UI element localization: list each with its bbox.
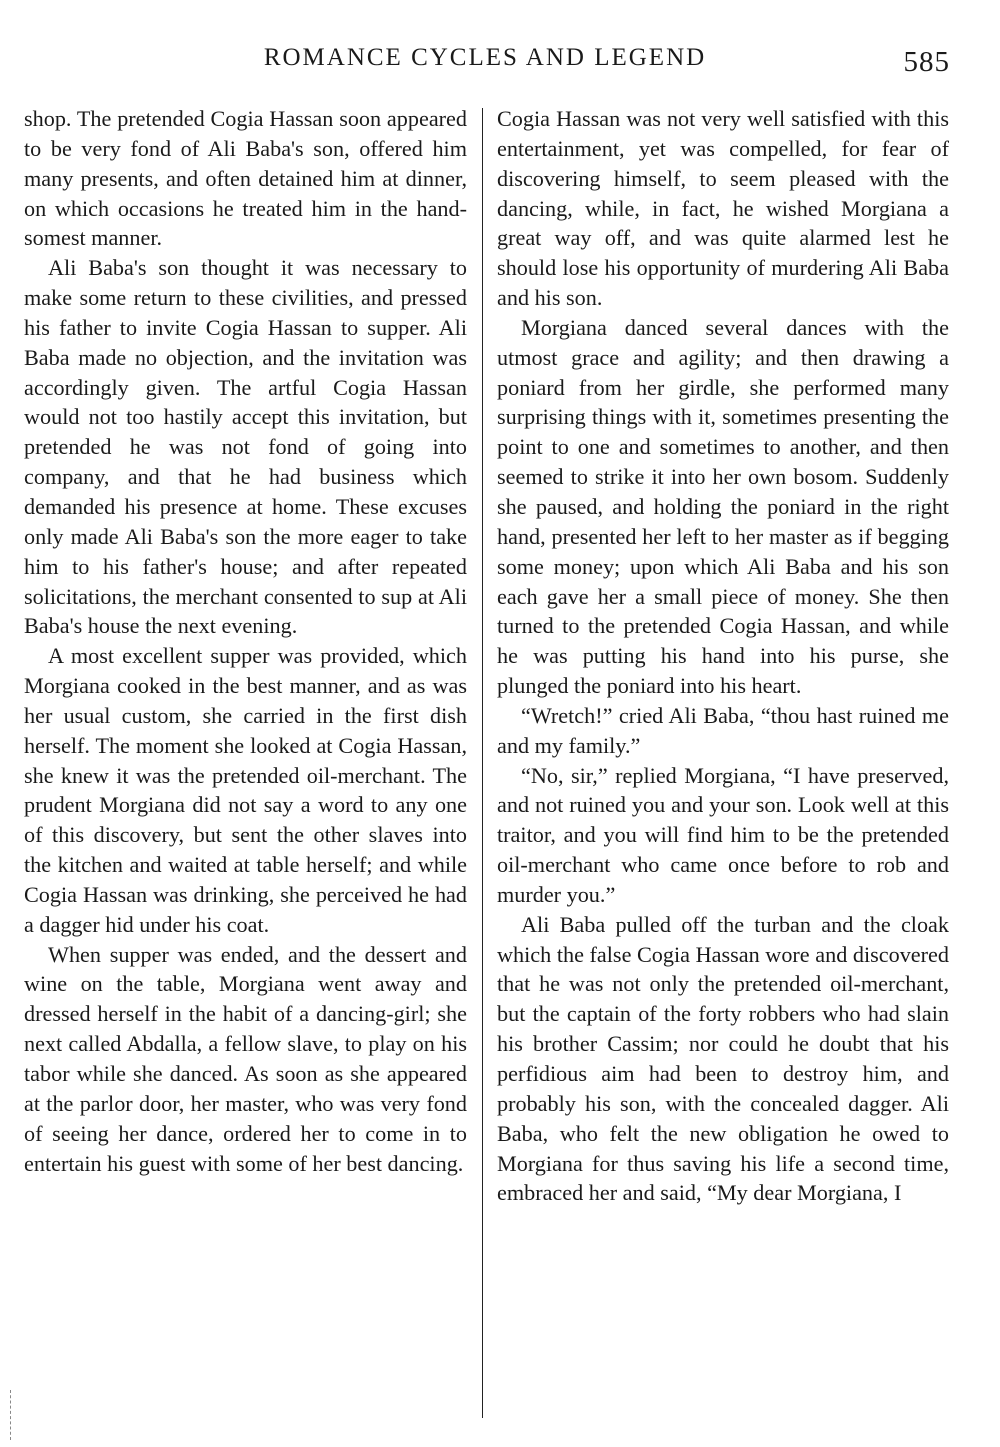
paragraph: Ali Baba pulled off the turban and the cloak which the false Cogia Hassan wore and discovered that he was not only the pretended oil-merchant, but the captain of the forty robbers who had slain his brother Cassim; nor could he doubt that his perfidious aim had been to destroy him, and probably his son, with the concealed dagger. Ali Baba, who felt the new obligation he owed to Morgiana for thus saving his life a second time, embraced her and said, “My dear Morgiana, I bbox=[497, 911, 949, 1206]
left-column bbox=[24, 104, 467, 1178]
margin-mark bbox=[10, 1390, 12, 1440]
paragraph: When supper was ended, and the dessert and wine on the table, Morgiana went away and dressed herself in the habit of a dancing-girl; she next called Abdalla, a fellow slave, to play on his tabor while she danced. As soon as she appeared at the parlor door, her master, who was very fond of seeing her dance, ordered her to come in to entertain his guest with some of her best dancing. bbox=[24, 941, 467, 1176]
paragraph: Ali Baba's son thought it was necessary to make some return to these civilities, and pressed his father to invite Cogia Hassan to supper. Ali Baba made no objection, and the invitation was accordingly given. The artful Cogia Hassan would not too hastily accept this invitation, but pretended he was not fond of going into company, and that he had business which demanded his presence at home. These excuses only made Ali Baba's son the more eager to take him to his father's house; and after repeated solicitations, the merchant consented to sup at Ali Baba's house the next evening. bbox=[24, 255, 467, 639]
right-column bbox=[497, 104, 949, 1208]
paragraph: A most excellent supper was provided, which Morgiana cooked in the best manner, and as was her usual custom, she carried in the first dish herself. The moment she looked at Cogia Hassan, she knew it was the pretended oil-merchant. The prudent Morgiana did not say a word to any one of this discovery, but sent the other slaves into the kitchen and waited at table herself; and while Cogia Hassan was drinking, she perceived he had a dagger hid under his coat. bbox=[24, 643, 467, 937]
paragraph: “Wretch!” cried Ali Baba, “thou hast ruined me and my family.” bbox=[497, 702, 949, 758]
paragraph: Cogia Hassan was not very well satisfied with this entertainment, yet was compelled, for fear of discovering himself, to seem pleased with the dancing, while, in fact, he wished Morgiana a great way off, and was quite alarmed lest he should lose his opportunity of murdering Ali Baba and his son. bbox=[497, 106, 949, 311]
running-head bbox=[0, 44, 1000, 84]
paragraph: shop. The pretended Cogia Hassan soon appeared to be very fond of Ali Baba's son, offered him many presents, and often detained him at dinner, on which occasions he treated him in the handsomest manner. bbox=[24, 106, 467, 251]
running-title: ROMANCE CYCLES AND LEGEND bbox=[263, 44, 707, 71]
column-divider bbox=[482, 108, 483, 1418]
paragraph: Morgiana danced several dances with the utmost grace and agility; and then drawing a poniard from her girdle, she performed many surprising things with it, sometimes presenting the point to one and sometimes to another, and then seemed to strike it into her own bosom. Suddenly she paused, and holding the poniard in the right hand, presented her left to her master as if begging some money; upon which Ali Baba and his son each gave her a small piece of money. She then turned to the pretended Cogia Hassan, and while he was putting his hand into his purse, she plunged the poniard into his heart. bbox=[497, 314, 949, 699]
page-number: 585 bbox=[903, 46, 950, 78]
paragraph: “No, sir,” replied Morgiana, “I have preserved, and not ruined you and your son. Look well at this traitor, and you will find him to be the pretended oil-merchant who came once before to rob and murder you.” bbox=[497, 762, 949, 907]
